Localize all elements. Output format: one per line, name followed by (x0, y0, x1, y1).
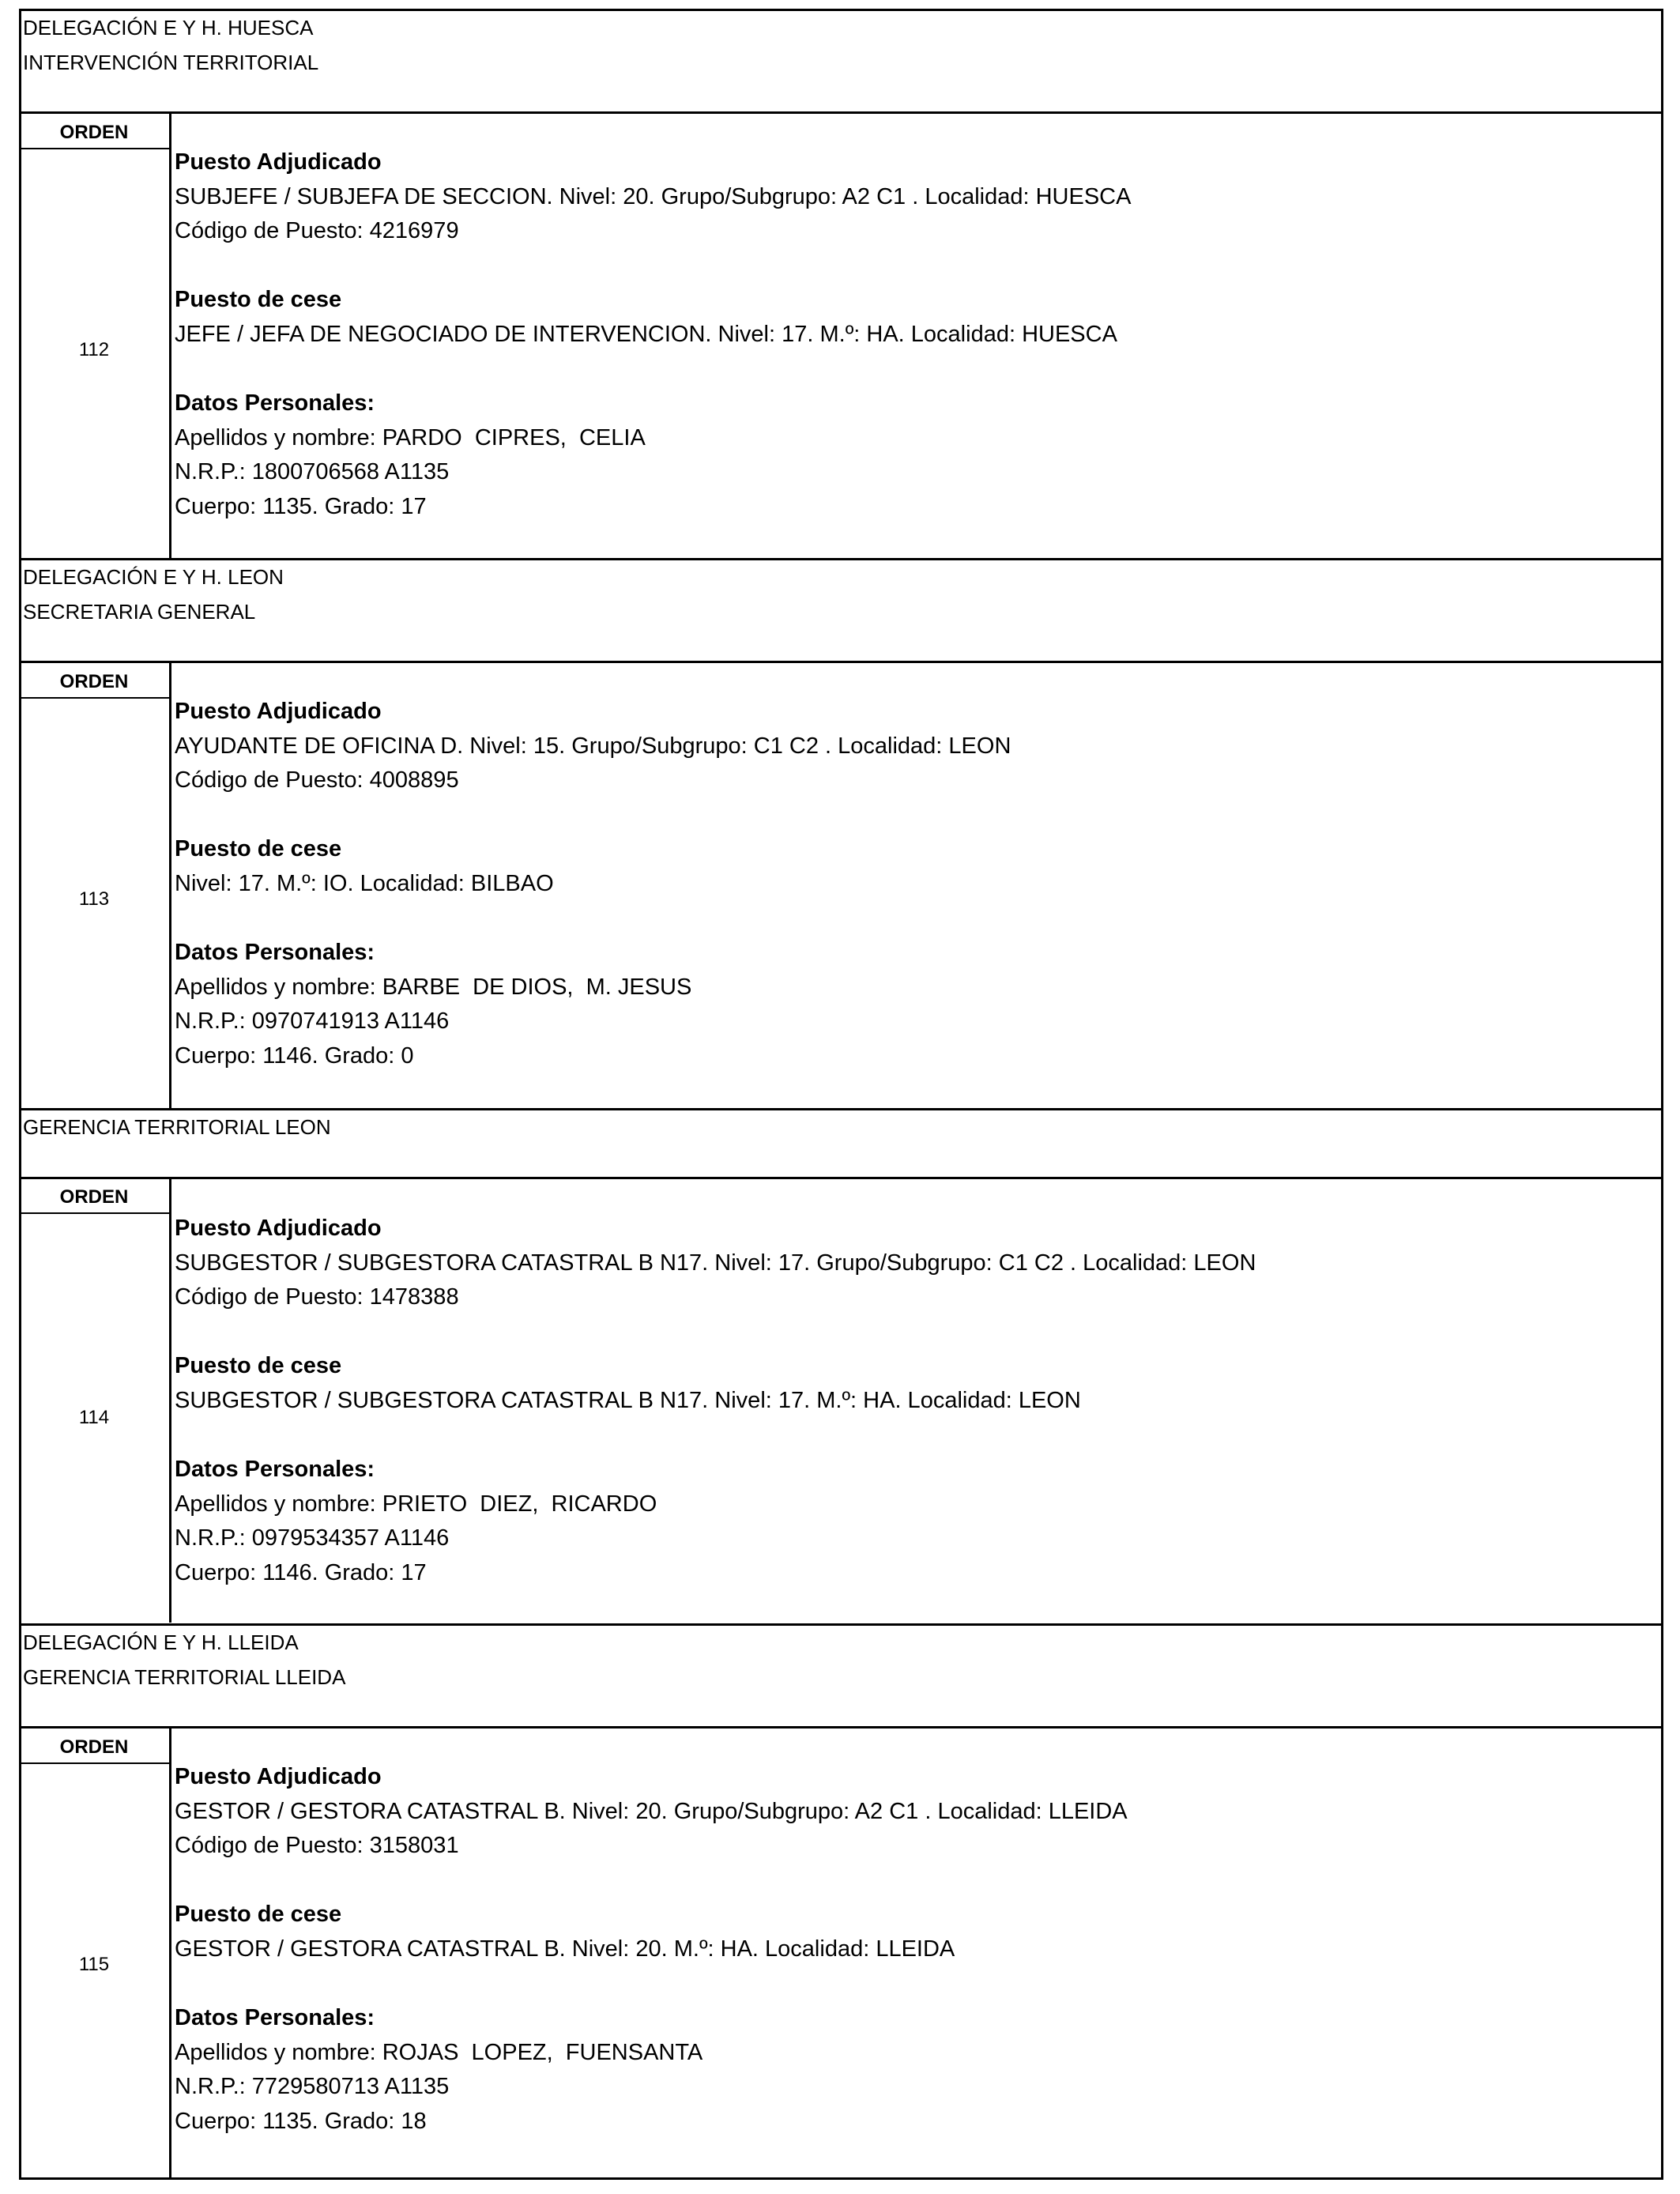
apellidos-nombre: Apellidos y nombre: ROJAS LOPEZ, FUENSANTA (175, 2039, 703, 2065)
orden-number: 113 (78, 888, 110, 910)
orden-divider (19, 148, 169, 149)
cese-title: Puesto de cese (175, 287, 342, 313)
section-header (19, 1625, 1663, 1695)
section-header (19, 560, 1663, 629)
entry-content (175, 695, 1652, 1074)
cese-desc: Nivel: 17. M.º: IO. Localidad: BILBAO (175, 870, 554, 896)
header-line-1: DELEGACIÓN E Y H. LEON (23, 565, 284, 589)
header-line-2: INTERVENCIÓN TERRITORIAL (23, 51, 319, 74)
cuerpo-grado: Cuerpo: 1135. Grado: 17 (175, 493, 427, 519)
adjudicado-desc: GESTOR / GESTORA CATASTRAL B. Nivel: 20. Grupo/Subgrupo: A2 C1 . Localidad: LLEIDA (175, 1798, 1128, 1824)
adjudicado-desc: SUBJEFE / SUBJEFA DE SECCION. Nivel: 20. Grupo/Subgrupo: A2 C1 . Localidad: HUESCA (175, 183, 1132, 209)
adjudicado-title: Puesto Adjudicado (175, 149, 382, 175)
cese-title: Puesto de cese (175, 1353, 342, 1379)
codigo-puesto: Código de Puesto: 3158031 (175, 1833, 459, 1859)
cese-desc: JEFE / JEFA DE NEGOCIADO DE INTERVENCION. Nivel: 17. M.º: HA. Localidad: HUESCA (175, 321, 1117, 347)
orden-number: 114 (78, 1407, 110, 1428)
orden-label: ORDEN (59, 671, 129, 692)
divider (19, 661, 1663, 663)
divider (19, 1177, 1663, 1179)
column-divider (169, 661, 171, 1108)
orden-divider (19, 1212, 169, 1214)
apellidos-nombre: Apellidos y nombre: BARBE DE DIOS, M. JESUS (175, 974, 692, 1000)
personales-title: Datos Personales: (175, 940, 375, 966)
nrp: N.R.P.: 1800706568 A1135 (175, 459, 450, 485)
adjudicado-title: Puesto Adjudicado (175, 1764, 382, 1789)
header-line-1: GERENCIA TERRITORIAL LEON (23, 1115, 331, 1139)
codigo-puesto: Código de Puesto: 4008895 (175, 767, 459, 794)
column-divider (169, 1177, 171, 1623)
adjudicado-title: Puesto Adjudicado (175, 699, 382, 724)
cuerpo-grado: Cuerpo: 1146. Grado: 0 (175, 1042, 414, 1069)
orden-label: ORDEN (59, 1186, 129, 1208)
personales-title: Datos Personales: (175, 1457, 375, 1483)
cese-desc: SUBGESTOR / SUBGESTORA CATASTRAL B N17. Nivel: 17. M.º: HA. Localidad: LEON (175, 1387, 1081, 1413)
section-header (19, 1110, 1663, 1144)
cese-title: Puesto de cese (175, 836, 342, 862)
entry-content (175, 1212, 1652, 1591)
codigo-puesto: Código de Puesto: 4216979 (175, 218, 459, 244)
cuerpo-grado: Cuerpo: 1135. Grado: 18 (175, 2108, 427, 2134)
cuerpo-grado: Cuerpo: 1146. Grado: 17 (175, 1559, 427, 1585)
adjudicado-desc: SUBGESTOR / SUBGESTORA CATASTRAL B N17. Nivel: 17. Grupo/Subgrupo: C1 C2 . Localidad: LEON (175, 1250, 1256, 1276)
personales-title: Datos Personales: (175, 2005, 375, 2031)
apellidos-nombre: Apellidos y nombre: PARDO CIPRES, CELIA (175, 424, 646, 450)
column-divider (169, 111, 171, 559)
column-divider (169, 1726, 171, 2177)
personales-title: Datos Personales: (175, 390, 375, 417)
apellidos-nombre: Apellidos y nombre: PRIETO DIEZ, RICARDO (175, 1491, 657, 1517)
header-line-1: DELEGACIÓN E Y H. HUESCA (23, 16, 314, 40)
orden-divider (19, 697, 169, 699)
orden-number: 115 (78, 1954, 110, 1975)
nrp: N.R.P.: 0970741913 A1146 (175, 1008, 450, 1035)
orden-divider (19, 1762, 169, 1764)
cese-title: Puesto de cese (175, 1902, 342, 1928)
divider (19, 111, 1663, 114)
adjudicado-desc: AYUDANTE DE OFICINA D. Nivel: 15. Grupo/Subgrupo: C1 C2 . Localidad: LEON (175, 733, 1011, 759)
header-line-1: DELEGACIÓN E Y H. LLEIDA (23, 1630, 299, 1654)
adjudicado-title: Puesto Adjudicado (175, 1216, 382, 1241)
orden-label: ORDEN (59, 1736, 129, 1758)
orden-label: ORDEN (59, 122, 129, 143)
nrp: N.R.P.: 7729580713 A1135 (175, 2074, 450, 2100)
entry-content (175, 1760, 1652, 2139)
nrp: N.R.P.: 0979534357 A1146 (175, 1525, 450, 1551)
header-line-2: GERENCIA TERRITORIAL LLEIDA (23, 1665, 346, 1689)
header-line-2: SECRETARIA GENERAL (23, 600, 256, 624)
codigo-puesto: Código de Puesto: 1478388 (175, 1284, 459, 1310)
divider (19, 1726, 1663, 1728)
orden-number: 112 (78, 339, 110, 360)
entry-content (175, 145, 1652, 525)
cese-desc: GESTOR / GESTORA CATASTRAL B. Nivel: 20. M.º: HA. Localidad: LLEIDA (175, 1936, 955, 1962)
section-header (19, 10, 1663, 80)
